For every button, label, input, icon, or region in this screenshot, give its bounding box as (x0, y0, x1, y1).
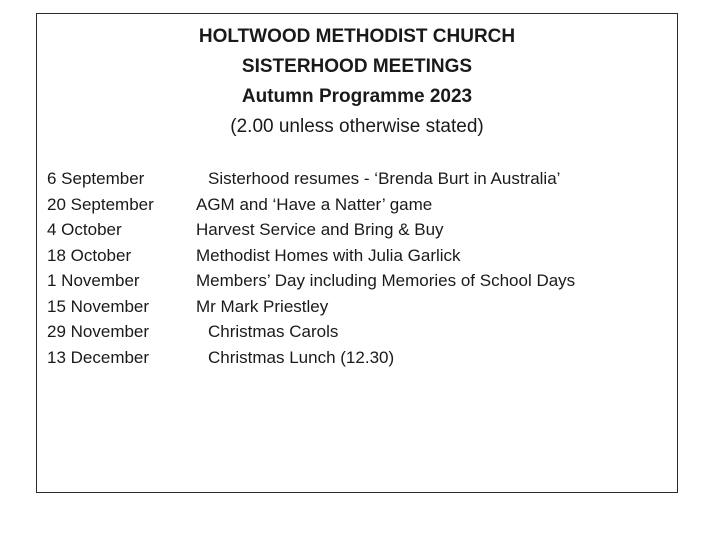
event-description: Sisterhood resumes - ‘Brenda Burt in Australia’ (208, 169, 561, 188)
event-description: Members’ Day including Memories of School Days (196, 271, 576, 290)
group-name: SISTERHOOD MEETINGS (241, 56, 473, 77)
event-date: 15 November (47, 296, 150, 316)
notice-box (36, 13, 678, 493)
event-description: Christmas Carols (208, 322, 339, 341)
event-date: 18 October (47, 245, 132, 265)
time-note: (2.00 unless otherwise stated) (230, 116, 484, 137)
event-description: Mr Mark Priestley (196, 296, 329, 316)
event-date: 13 December (47, 347, 150, 367)
event-row (47, 243, 667, 269)
event-date: 6 September (47, 169, 145, 188)
programme-title: Autumn Programme 2023 (241, 86, 473, 107)
event-date: 1 November (47, 271, 140, 290)
event-row (47, 319, 667, 345)
notice-header (37, 22, 677, 142)
event-description: AGM and ‘Have a Natter’ game (196, 194, 433, 214)
event-date: 20 September (47, 194, 154, 214)
church-name: HOLTWOOD METHODIST CHURCH (198, 26, 516, 47)
event-description: Methodist Homes with Julia Garlick (196, 245, 461, 265)
event-row (47, 268, 667, 294)
event-date: 4 October (47, 220, 122, 239)
event-row (47, 345, 667, 371)
event-row (47, 192, 667, 218)
event-row (47, 166, 667, 192)
event-row (47, 217, 667, 243)
event-date: 29 November (47, 322, 150, 341)
event-row (47, 294, 667, 320)
events-list (47, 166, 667, 370)
event-description: Harvest Service and Bring & Buy (196, 220, 444, 239)
event-description: Christmas Lunch (12.30) (208, 347, 395, 367)
